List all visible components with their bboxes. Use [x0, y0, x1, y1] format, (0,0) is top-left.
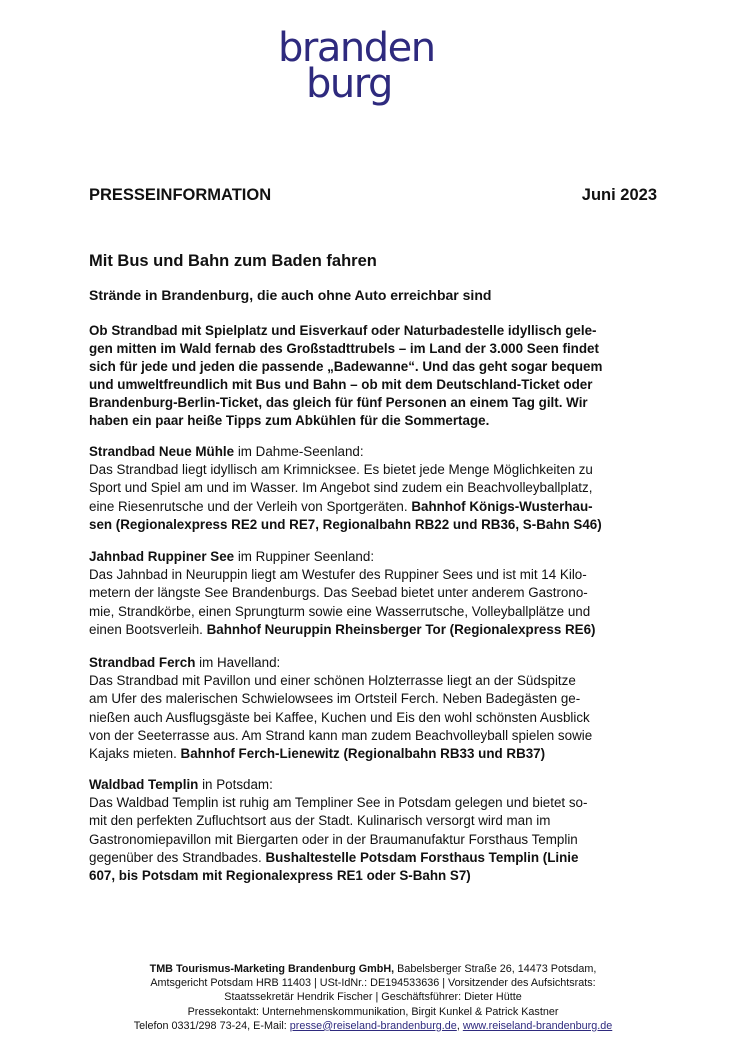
footer-phone: Telefon 0331/298 73-24, E-Mail: [133, 1019, 290, 1032]
section-line: mie, Strandkörbe, einen Sprungturm sowie eine Wasserrutsche, Volleyballplätze und [89, 603, 591, 619]
section-heading [89, 776, 659, 794]
beach-region: im Ruppiner Seenland: [234, 549, 375, 564]
section-line: Das Jahnbad in Neuruppin liegt am Westufer des Ruppiner Sees und ist mit 14 Kilo- [89, 567, 587, 583]
section-text: eine Riesenrutsche und der Verleih von Sportgeräten. [89, 498, 412, 514]
logo-line-1: branden [278, 25, 435, 71]
section-line [89, 867, 659, 885]
section-line [89, 498, 659, 516]
beach-region: in Potsdam: [198, 777, 273, 792]
section-heading [89, 654, 659, 672]
intro-paragraph [89, 322, 659, 430]
section-text: Kajaks mieten. [89, 746, 181, 762]
beach-section-templin [89, 776, 659, 885]
section-line [89, 745, 659, 763]
beach-section-ferch [89, 654, 659, 763]
section-line: Sport und Spiel am und im Wasser. Im Angebot sind zudem ein Beachvolleyballplatz, [89, 480, 593, 496]
transit-info: Bahnhof Königs-Wusterhau- [411, 498, 593, 514]
beach-name: Waldbad Templin [89, 777, 199, 792]
section-line: Das Strandbad liegt idyllisch am Krimnicksee. Es bietet jede Menge Möglichkeiten zu [89, 462, 593, 478]
section-text: einen Bootsverleih. [89, 621, 207, 637]
transit-info: Bushaltestelle Potsdam Forsthaus Templin (Linie [265, 849, 579, 865]
footer-line: Pressekontakt: Unternehmenskommunikation, Birgit Kunkel & Patrick Kastner [187, 1005, 559, 1018]
section-line: von der Seeterrasse aus. Am Strand kann man zudem Beachvolleyball spielen sowie [89, 727, 593, 743]
beach-name: Jahnbad Ruppiner See [89, 549, 235, 564]
section-text: gegenüber des Strandbades. [89, 849, 266, 865]
transit-info: Bahnhof Ferch-Lienewitz (Regionalbahn RB33 und RB37) [180, 746, 546, 762]
intro-line: sich für jede und jeden die passende „Badewanne“. Und das geht sogar bequem [89, 359, 603, 374]
beach-section-ruppiner-see [89, 548, 659, 639]
footer-separator: , [456, 1019, 463, 1032]
press-subtitle: Strände in Brandenburg, die auch ohne Auto erreichbar sind [89, 287, 492, 303]
document-date: Juni 2023 [581, 186, 657, 204]
brandenburg-logo [278, 25, 478, 107]
footer-line [60, 962, 686, 976]
intro-line: und umweltfreundlich mit Bus und Bahn – ob mit dem Deutschland-Ticket oder [89, 377, 593, 392]
section-line: Gastronomiepavillon mit Biergarten oder in der Braumanufaktur Forsthaus Templin [89, 831, 578, 847]
page-footer [60, 962, 686, 1033]
section-line: mit den perfekten Zufluchtsort aus der Stadt. Kulinarisch versorgt wird man im [89, 813, 551, 829]
section-line: nießen auch Ausflugsgäste bei Kaffee, Kuchen und Eis den wohl schönsten Ausblick [89, 709, 590, 725]
logo-line-2: burg [306, 61, 392, 107]
transit-info: 607, bis Potsdam mit Regionalexpress RE1 oder S-Bahn S7) [89, 868, 471, 884]
intro-line: haben ein paar heiße Tipps zum Abkühlen für die Sommertage. [89, 413, 490, 428]
section-line [89, 621, 659, 639]
transit-info: sen (Regionalexpress RE2 und RE7, Regionalbahn RB22 und RB36, S-Bahn S46) [89, 516, 602, 532]
footer-line: Staatssekretär Hendrik Fischer | Geschäftsführer: Dieter Hütte [224, 991, 522, 1004]
document-type: PRESSEINFORMATION [89, 186, 272, 204]
section-line: metern der längste See Brandenburgs. Das Seebad bietet unter anderem Gastrono- [89, 585, 588, 601]
intro-line: gen mitten im Wald fernab des Großstadttrubels – im Land der 3.000 Seen findet [89, 341, 599, 356]
website-link[interactable]: www.reiseland-brandenburg.de [462, 1019, 613, 1032]
section-heading [89, 443, 659, 461]
intro-line: Brandenburg-Berlin-Ticket, das gleich für fünf Personen an einem Tag gilt. Wir [89, 395, 588, 410]
footer-line: Amtsgericht Potsdam HRB 11403 | USt-IdNr.: DE194533636 | Vorsitzender des Aufsichtsrats: [150, 977, 596, 990]
section-line: am Ufer des malerischen Schwielowsees im Ortsteil Ferch. Neben Badegästen ge- [89, 691, 581, 707]
beach-section-neue-muehle [89, 443, 659, 534]
footer-company: TMB Tourismus-Marketing Brandenburg GmbH, [149, 963, 395, 975]
email-link[interactable]: presse@reiseland-brandenburg.de [289, 1019, 457, 1032]
press-title: Mit Bus und Bahn zum Baden fahren [89, 252, 377, 270]
section-heading [89, 548, 659, 566]
section-line [89, 516, 659, 534]
transit-info: Bahnhof Neuruppin Rheinsberger Tor (Regionalexpress RE6) [206, 621, 596, 637]
footer-line [60, 1019, 686, 1033]
document-header [89, 186, 657, 205]
section-line: Das Waldbad Templin ist ruhig am Templiner See in Potsdam gelegen und bietet so- [89, 795, 588, 811]
beach-region: im Havelland: [195, 655, 281, 670]
beach-name: Strandbad Neue Mühle [89, 444, 235, 459]
beach-region: im Dahme-Seenland: [234, 444, 364, 459]
beach-name: Strandbad Ferch [89, 655, 196, 670]
section-line: Das Strandbad mit Pavillon und einer schönen Holzterrasse liegt an der Südspitze [89, 673, 576, 689]
footer-address: Babelsberger Straße 26, 14473 Potsdam, [394, 963, 597, 975]
intro-line: Ob Strandbad mit Spielplatz und Eisverkauf oder Naturbadestelle idyllisch gele- [89, 323, 597, 338]
section-line [89, 849, 659, 867]
